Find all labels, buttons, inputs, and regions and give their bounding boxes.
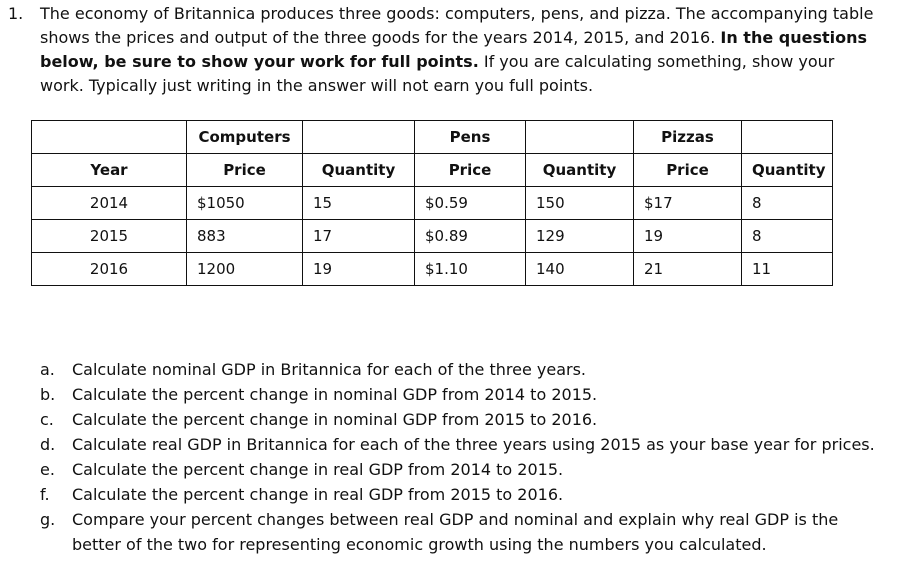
pizza-quantity-cell: 11 — [742, 253, 833, 286]
list-item — [40, 407, 890, 432]
column-header-computer-quantity: Quantity — [303, 154, 415, 187]
computer-price-cell: $1050 — [187, 187, 303, 220]
list-item — [40, 432, 890, 457]
year-cell: 2014 — [32, 187, 187, 220]
group-header-computers: Computers — [187, 121, 303, 154]
question-intro: The economy of Britannica produces three goods: computers, pens, and pizza. The accompanying table shows the prices and output of the three goods for the years 2014, 2015, and 2016. — [40, 4, 874, 47]
part-text: Calculate nominal GDP in Britannica for each of the three years. — [72, 360, 587, 379]
part-text: Calculate the percent change in nominal GDP from 2015 to 2016. — [72, 410, 598, 429]
part-label: d. — [40, 435, 56, 454]
pizza-quantity-cell: 8 — [742, 220, 833, 253]
question-number: 1. — [8, 4, 24, 23]
group-header-pens: Pens — [415, 121, 526, 154]
table-row — [32, 253, 833, 286]
pen-quantity-cell: 150 — [526, 187, 634, 220]
prices-output-table — [31, 120, 833, 286]
question-instruction-bold: In the questions below, be sure to show your work for full points. — [40, 28, 868, 71]
pizza-price-cell: 21 — [634, 253, 742, 286]
column-header-computer-price: Price — [187, 154, 303, 187]
computer-price-cell: 883 — [187, 220, 303, 253]
part-label: c. — [40, 410, 54, 429]
year-cell: 2015 — [32, 220, 187, 253]
list-item — [40, 482, 890, 507]
part-text: Compare your percent changes between real GDP and nominal and explain why real GDP is the better of the two for representing economic growth using the numbers you calculated. — [72, 510, 839, 554]
part-label: g. — [40, 510, 56, 529]
part-text: Calculate the percent change in real GDP from 2014 to 2015. — [72, 460, 564, 479]
table-cell — [526, 121, 634, 154]
list-item — [40, 457, 890, 482]
pizza-quantity-cell: 8 — [742, 187, 833, 220]
computer-price-cell: 1200 — [187, 253, 303, 286]
part-label: a. — [40, 360, 55, 379]
column-header-pen-quantity: Quantity — [526, 154, 634, 187]
pen-quantity-cell: 129 — [526, 220, 634, 253]
group-header-pizzas: Pizzas — [634, 121, 742, 154]
column-header-year: Year — [32, 154, 187, 187]
part-text: Calculate the percent change in real GDP from 2015 to 2016. — [72, 485, 564, 504]
table-cell — [303, 121, 415, 154]
computer-quantity-cell: 15 — [303, 187, 415, 220]
part-text: Calculate the percent change in nominal GDP from 2014 to 2015. — [72, 385, 598, 404]
part-label: b. — [40, 385, 56, 404]
pizza-price-cell: $17 — [634, 187, 742, 220]
list-item — [40, 382, 890, 407]
computer-quantity-cell: 17 — [303, 220, 415, 253]
pen-price-cell: $0.89 — [415, 220, 526, 253]
pen-quantity-cell: 140 — [526, 253, 634, 286]
part-text: Calculate real GDP in Britannica for each of the three years using 2015 as your base year for prices. — [72, 435, 875, 454]
question-text — [40, 2, 880, 98]
column-header-row — [32, 154, 833, 187]
year-cell: 2016 — [32, 253, 187, 286]
part-label: f. — [40, 485, 50, 504]
question-instruction: If you are calculating something, show your work. Typically just writing in the answer will not earn you full points. — [40, 52, 835, 95]
computer-quantity-cell: 19 — [303, 253, 415, 286]
column-header-pizza-quantity: Quantity — [742, 154, 833, 187]
question-parts-list — [40, 357, 890, 557]
table-cell — [32, 121, 187, 154]
group-header-row — [32, 121, 833, 154]
list-item — [40, 357, 890, 382]
table-cell — [742, 121, 833, 154]
table-row — [32, 187, 833, 220]
pizza-price-cell: 19 — [634, 220, 742, 253]
part-label: e. — [40, 460, 55, 479]
column-header-pizza-price: Price — [634, 154, 742, 187]
table-row — [32, 220, 833, 253]
column-header-pen-price: Price — [415, 154, 526, 187]
pen-price-cell: $1.10 — [415, 253, 526, 286]
list-item — [40, 507, 890, 557]
pen-price-cell: $0.59 — [415, 187, 526, 220]
